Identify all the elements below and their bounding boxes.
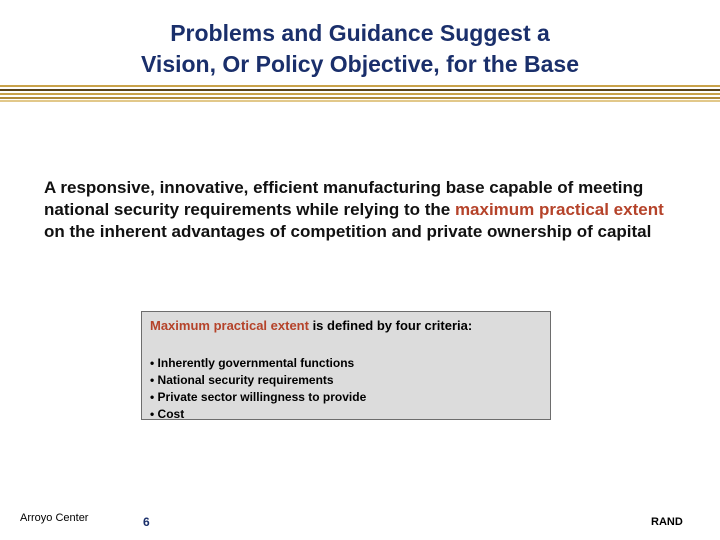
criteria-item: • Inherently governmental functions <box>150 356 355 370</box>
slide-title-line-2: Vision, Or Policy Objective, for the Base <box>141 51 579 77</box>
criteria-item: • Cost <box>150 407 185 421</box>
slide-title-line-1: Problems and Guidance Suggest a <box>170 20 550 46</box>
criteria-box <box>141 311 551 420</box>
vision-statement <box>44 177 684 243</box>
footer-organization: Arroyo Center <box>20 512 89 524</box>
vision-highlight: maximum practical extent <box>454 200 664 219</box>
criteria-heading <box>150 317 542 335</box>
page-number: 6 <box>143 515 150 529</box>
criteria-list <box>150 355 542 423</box>
criteria-item: • National security requirements <box>150 373 334 387</box>
criteria-heading-highlight: Maximum practical extent <box>150 318 309 333</box>
vision-text-part-2: on the inherent advantages of competition and private ownership of capital <box>44 222 652 241</box>
vision-text-part-1: A responsive, innovative, efficient manufacturing base capable of meeting national security requirements while relying to the <box>44 178 644 219</box>
slide-title <box>0 18 720 80</box>
title-divider <box>0 85 720 102</box>
criteria-heading-rest: is defined by four criteria: <box>308 318 473 333</box>
criteria-item: • Private sector willingness to provide <box>150 390 367 404</box>
footer-brand: RAND <box>651 516 683 528</box>
